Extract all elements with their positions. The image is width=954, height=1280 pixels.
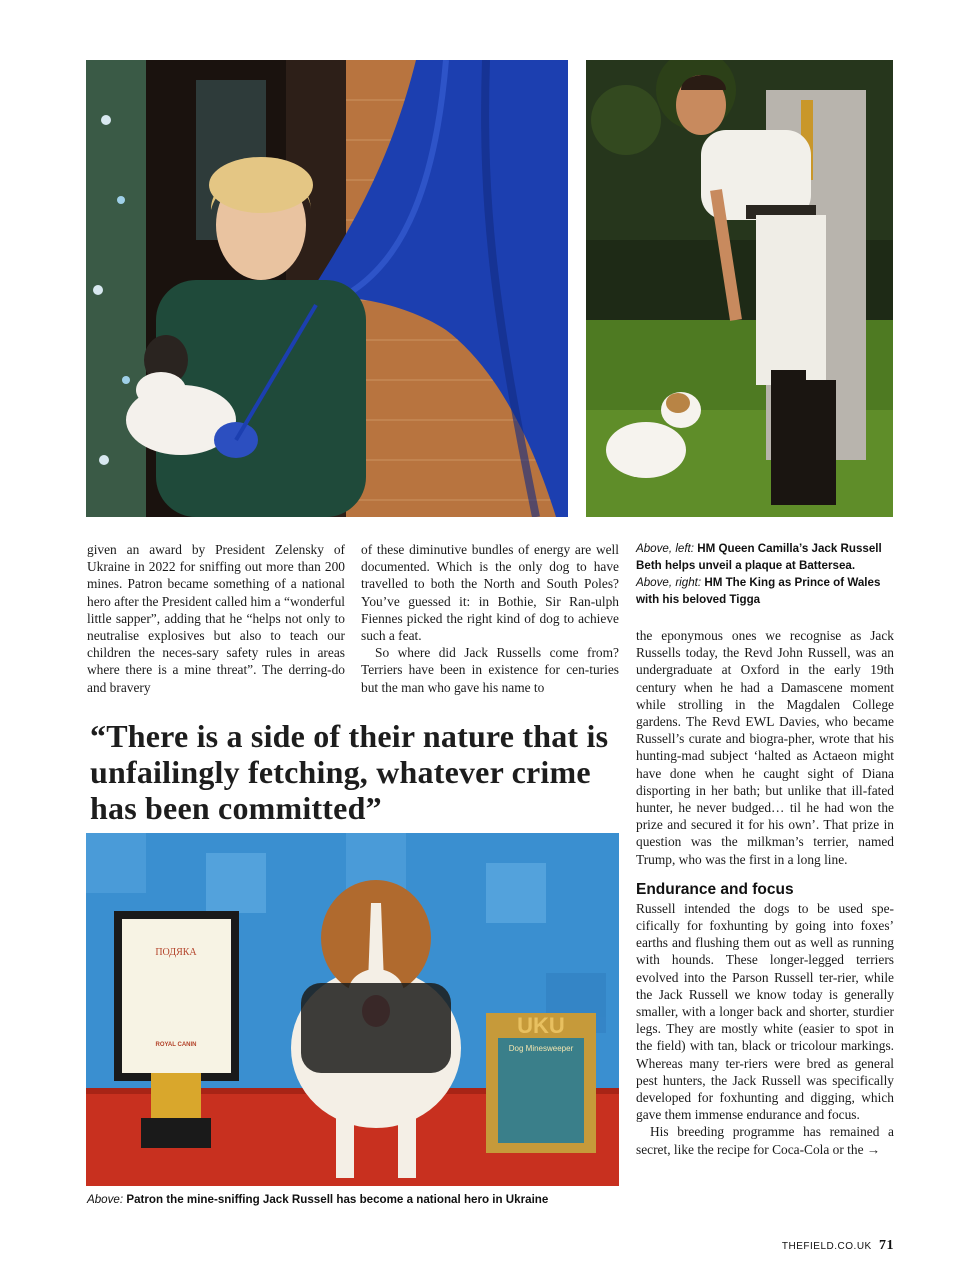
pull-quote: “There is a side of their nature that is unfailingly fetching, whatever crime has been committed” <box>90 718 609 826</box>
photo-queen-camilla-plaque <box>86 60 568 517</box>
folio-site: THEFIELD.CO.UK <box>781 1241 872 1252</box>
body-column-2 <box>361 541 619 696</box>
body-column-1 <box>87 541 345 696</box>
col1-paragraph-1: given an award by President Zelensky of Ukraine in 2022 for sniffing out more than 200 mines. Patron became something of a national hero after the President called him a “wonderful little sapper”, adding that he “helps not only to neutralise explosives but also to teach our children the neces-sary safety rules in areas where there is a mine threat”. The derring-do and bravery <box>87 542 345 695</box>
bottom-caption-text: Patron the mine-sniffing Jack Russell has become a national hero in Ukraine <box>126 1193 549 1206</box>
col2-paragraph-2: So where did Jack Russells come from? Terriers have been in existence for cen-turies but the man who gave his name to <box>361 645 619 695</box>
trophy-subtext: Dog Minesweeper <box>508 1044 574 1053</box>
caption-right-lead: Above, right: <box>636 576 702 589</box>
bottom-photo-caption <box>87 1191 627 1208</box>
certificate-title-text: ПОДЯКА <box>155 947 197 958</box>
photo-prince-of-wales-tigga <box>586 60 893 517</box>
top-photos-caption <box>636 540 894 608</box>
caption-left-lead: Above, left: <box>636 542 695 555</box>
page-folio <box>782 1238 894 1254</box>
body-column-3 <box>636 627 894 1158</box>
col3-paragraph-2: Russell intended the dogs to be used spe-cifically for foxhunting by going into foxes’ earths and flushing them out as well as running with hounds. These longer-legged terriers evolved into the Parson Russell ter-rier, while the Jack Russell we know today is generally smaller, with a longer back and shorter, sturdier legs. They are mostly white (easier to spot in the field) with tan, black or tricolour markings. Whereas many ter-riers were bred as general pest hunters, the Jack Russell was specifically developed for foxhunting and digging, which gave them immense endurance and focus. <box>636 900 894 1123</box>
page-number: 71 <box>879 1238 894 1253</box>
photo-patron-award <box>86 833 619 1186</box>
bottom-caption-lead: Above: <box>87 1193 124 1206</box>
subheading-endurance: Endurance and focus <box>636 880 794 898</box>
trophy-uku-text: UKU <box>517 1013 565 1038</box>
col3-paragraph-3: His breeding programme has remained a secret, like the recipe for Coca-Cola or the → <box>636 1124 894 1157</box>
certificate-brand-text: ROYAL CANIN <box>155 1042 197 1048</box>
caption-left-text: HM Queen Camilla’s Jack Russell Beth helps unveil a plaque at Battersea. <box>636 542 882 572</box>
col3-paragraph-1: the eponymous ones we recognise as Jack Russells today, the Revd John Russell, was an undergraduate at Oxford in the early 19th century when he had a Damascene moment while strolling in the Magdalen College gardens. The Revd EWL Davies, who became Russell’s curate and biogra-pher, wrote that his hunting-mad subject ‘halted as Actaeon might have done when he caught sight of Diana disporting in her bath; but unlike that ill-fated hunter, he never budged… til he had won the prize and secured it for his own’. That prize in question was the milkman’s terrier, named Trump, who was the first in a long line. <box>636 628 894 867</box>
col2-paragraph-1: of these diminutive bundles of energy are well documented. Which is the only dog to have travelled to both the North and South Poles? You’ve guessed it: in Bothie, Sir Ran-ulph Fiennes picked the right kind of dog to achieve such a feat. <box>361 542 619 644</box>
caption-right-text: HM The King as Prince of Wales with his beloved Tigga <box>636 576 881 606</box>
